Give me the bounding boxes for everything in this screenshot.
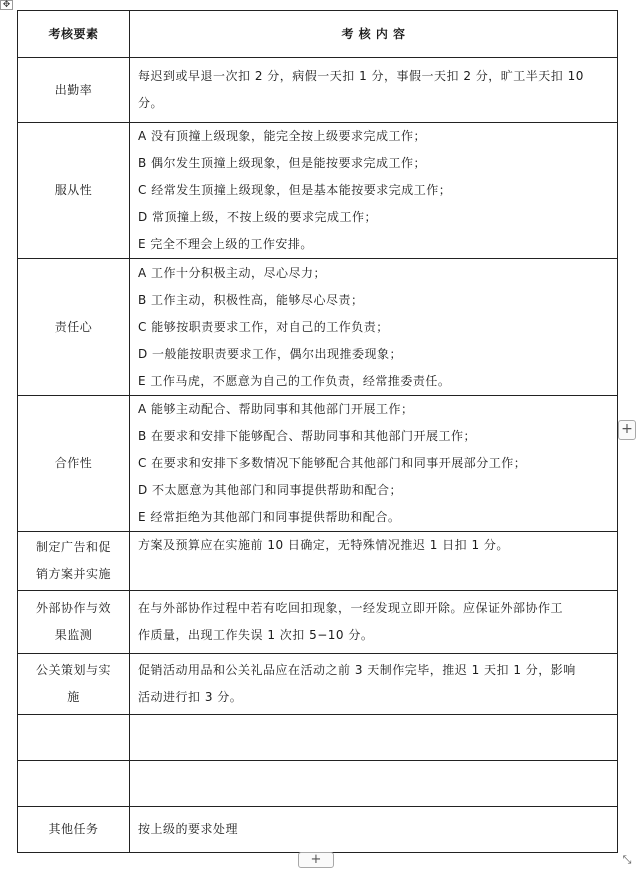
- element-line: 公关策划与实: [35, 663, 111, 677]
- content-line: D 不太愿意为其他部门和同事提供帮助和配合；: [138, 483, 403, 497]
- row-content: [130, 654, 618, 715]
- content-line: A 没有顶撞上级现象，能完全按上级要求完成工作；: [138, 129, 427, 143]
- content-line: B 偶尔发生顶撞上级现象，但是能按要求完成工作；: [138, 156, 427, 170]
- table-row: [18, 807, 618, 853]
- row-element: [18, 123, 130, 259]
- row-element: [18, 396, 130, 532]
- row-element: [18, 259, 130, 396]
- table-row: [18, 591, 618, 654]
- content-line: 促销活动用品和公关礼品应在活动之前 3 天制作完毕，推迟 1 天扣 1 分，影响: [138, 663, 576, 677]
- row-element: [18, 715, 130, 761]
- content-line: A 工作十分积极主动，尽心尽力；: [138, 265, 327, 280]
- row-content: [130, 715, 618, 761]
- row-element: [18, 654, 130, 715]
- table-row: [18, 396, 618, 532]
- table-row: [18, 532, 618, 591]
- table-row: [18, 58, 618, 123]
- element-line: 施: [67, 690, 80, 704]
- content-line: E 工作马虎，不愿意为自己的工作负责，经常推委责任。: [138, 373, 451, 388]
- row-content: [130, 58, 618, 123]
- content-line: B 在要求和安排下能够配合、帮助同事和其他部门开展工作；: [138, 429, 477, 443]
- content-line: B 工作主动，积极性高，能够尽心尽责；: [138, 292, 364, 307]
- row-content: [130, 396, 618, 532]
- element-line: 责任心: [54, 319, 93, 334]
- element-line: 销方案并实施: [35, 567, 111, 581]
- row-element: [18, 761, 130, 807]
- element-line: 外部协作与效: [35, 601, 111, 615]
- row-content: [130, 807, 618, 853]
- content-line: A 能够主动配合、帮助同事和其他部门开展工作；: [138, 402, 414, 416]
- content-line: E 经常拒绝为其他部门和同事提供帮助和配合。: [138, 510, 401, 524]
- table-row: [18, 654, 618, 715]
- content-line: 按上级的要求处理: [138, 822, 239, 836]
- row-content: [130, 532, 618, 591]
- content-line: 活动进行扣 3 分。: [138, 690, 243, 704]
- content-line: C 在要求和安排下多数情况下能够配合其他部门和同事开展部分工作；: [138, 456, 527, 470]
- row-content: [130, 591, 618, 654]
- row-element: [18, 532, 130, 591]
- row-element: [18, 58, 130, 123]
- row-content: [130, 123, 618, 259]
- table-resize-handle-icon[interactable]: ⤡: [622, 853, 632, 866]
- content-line: E 完全不理会上级的工作安排。: [138, 237, 313, 251]
- element-line: 服从性: [54, 183, 93, 197]
- element-line: 制定广告和促: [35, 540, 111, 554]
- content-line: 作质量，出现工作失误 1 次扣 5−10 分。: [138, 628, 374, 642]
- content-line: 每迟到或早退一次扣 2 分，病假一天扣 1 分，事假一天扣 2 分，旷工半天扣 10: [138, 69, 584, 83]
- table-row: [18, 715, 618, 761]
- table-row: [18, 259, 618, 396]
- element-line: 出勤率: [54, 82, 93, 97]
- content-line: C 能够按职责要求工作，对自己的工作负责；: [138, 319, 389, 334]
- content-line: 方案及预算应在实施前 10 日确定，无特殊情况推迟 1 日扣 1 分。: [138, 538, 509, 552]
- element-line: 合作性: [54, 456, 93, 470]
- content-line: 分。: [138, 96, 164, 110]
- content-line: C 经常发生顶撞上级现象，但是基本能按要求完成工作；: [138, 183, 452, 197]
- header-element: 考核要素: [18, 11, 130, 58]
- row-content: [130, 761, 618, 807]
- assessment-table: [17, 10, 618, 853]
- row-element: [18, 807, 130, 853]
- table-header-row: [18, 11, 618, 58]
- element-line: 其他任务: [48, 822, 99, 836]
- content-line: D 常顶撞上级，不按上级的要求完成工作；: [138, 210, 378, 224]
- table-row: [18, 761, 618, 807]
- row-content: [130, 259, 618, 396]
- add-row-button[interactable]: +: [298, 852, 334, 868]
- table-move-handle-icon[interactable]: ✥: [0, 0, 13, 10]
- content-line: 在与外部协作过程中若有吃回扣现象，一经发现立即开除。应保证外部协作工: [138, 601, 564, 615]
- header-content: 考 核 内 容: [130, 11, 618, 58]
- table-row: [18, 123, 618, 259]
- row-element: [18, 591, 130, 654]
- add-column-button[interactable]: +: [618, 420, 636, 440]
- content-line: D 一般能按职责要求工作，偶尔出现推委现象；: [138, 346, 403, 361]
- element-line: 果监测: [54, 628, 93, 642]
